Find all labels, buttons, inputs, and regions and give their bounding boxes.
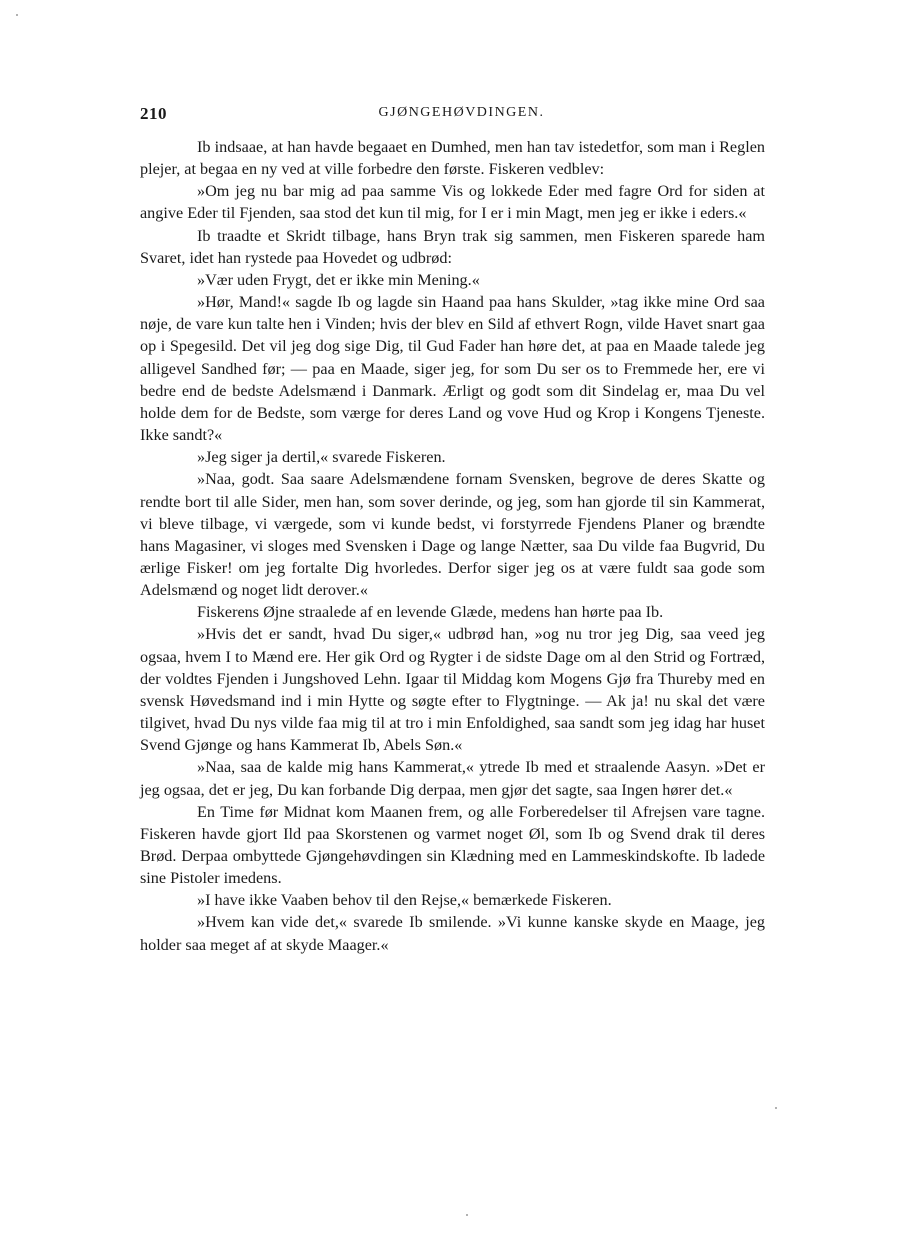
paragraph: »Vær uden Frygt, det er ikke min Mening.« <box>197 270 480 289</box>
paragraph: »Jeg siger ja dertil,« svarede Fiskeren. <box>197 448 446 467</box>
paper-speck <box>775 1107 777 1109</box>
running-title: GJØNGEHØVDINGEN. <box>378 105 545 120</box>
paper-speck <box>466 1214 468 1216</box>
paragraph: Ib indsaae, at han havde begaaet en Dumhed, men han tav istedetfor, som man i Reglen plejer, at begaa en ny ved at ville forbedre den første. Fiskeren vedblev: <box>140 138 765 179</box>
paragraph: »Naa, saa de kalde mig hans Kammerat,« ytrede Ib med et straalende Aasyn. »Det er jeg ogsaa, det er jeg, Du kan forbande Dig derpaa, men gjør det sagte, saa Ingen hører det.« <box>140 758 765 799</box>
paragraph: »Hvem kan vide det,« svarede Ib smilende. »Vi kunne kanske skyde en Maage, jeg holder saa meget af at skyde Maager.« <box>140 913 765 954</box>
body-text <box>140 136 765 956</box>
paragraph: »Hør, Mand!« sagde Ib og lagde sin Haand paa hans Skulder, »tag ikke mine Ord saa nøje, de vare kun talte hen i Vinden; hvis der blev en Sild af ethvert Rogn, vilde Havet snart gaa op i Spegesild. Det vil jeg dog sige Dig, til Gud Fader han høre det, at paa en Maade talede jeg alligevel Sandhed før; — paa en Maade, siger jeg, for som Du ser os to Fremmede her, ere vi bedre end de bedste Adelsmænd i Danmark. Ærligt og godt som dit Sindelag er, maa Du vel holde dem for de Bedste, som værge for deres Land og vove Hud og Krop i Kongens Tjeneste. Ikke sandt?« <box>140 293 765 445</box>
running-head <box>140 104 765 126</box>
paper-speck <box>16 14 18 16</box>
paragraph: »Hvis det er sandt, hvad Du siger,« udbrød han, »og nu tror jeg Dig, saa veed jeg ogsaa, hvem I to Mænd ere. Her gik Ord og Rygter i de sidste Dage om al den Strid og Fortræd, der voldtes Fjenden i Jungshoved Lehn. Igaar til Middag kom Mogens Gjø fra Thureby med en svensk Høvedsmand ind i min Hytte og søgte efter to Flygtninge. — Ak ja! nu skal det være tilgivet, hvad Du nys vilde faa mig til at tro i min Enfoldighed, saa sandt som jeg idag har huset Svend Gjønge og hans Kammerat Ib, Abels Søn.« <box>140 625 765 755</box>
paragraph: »Om jeg nu bar mig ad paa samme Vis og lokkede Eder med fagre Ord for siden at angive Eder til Fjenden, saa stod det kun til mig, for I er i min Magt, men jeg er ikke i eders.« <box>140 182 765 223</box>
page-number: 210 <box>140 104 167 123</box>
paragraph: En Time før Midnat kom Maanen frem, og alle Forberedelser til Afrejsen vare tagne. Fiskeren havde gjort Ild paa Skorstenen og varmet noget Øl, som Ib og Svend drak til deres Brød. Derpaa ombyttede Gjøngehøvdingen sin Klædning med en Lammeskindskofte. Ib ladede sine Pistoler imedens. <box>140 802 765 888</box>
paragraph: »I have ikke Vaaben behov til den Rejse,« bemærkede Fiskeren. <box>197 891 612 910</box>
paragraph: »Naa, godt. Saa saare Adelsmændene fornam Svensken, begrove de deres Skatte og rendte bort til alle Sider, men han, som sover derinde, og jeg, som han gjorde til sin Kammerat, vi bleve tilbage, vi værgede, som vi kunde bedst, vi forstyrrede Fjendens Planer og brændte hans Magasiner, vi sloges med Svensken i Dage og lange Nætter, saa Du vilde faa Bugvrid, Du ærlige Fisker! om jeg fortalte Dig hvorledes. Derfor siger jeg os at være fuldt saa gode som Adelsmænd og noget lidt derover.« <box>140 470 765 600</box>
paragraph: Fiskerens Øjne straalede af en levende Glæde, medens han hørte paa Ib. <box>197 603 664 622</box>
paragraph: Ib traadte et Skridt tilbage, hans Bryn trak sig sammen, men Fiskeren sparede ham Svaret, idet han rystede paa Hovedet og udbrød: <box>140 226 765 267</box>
